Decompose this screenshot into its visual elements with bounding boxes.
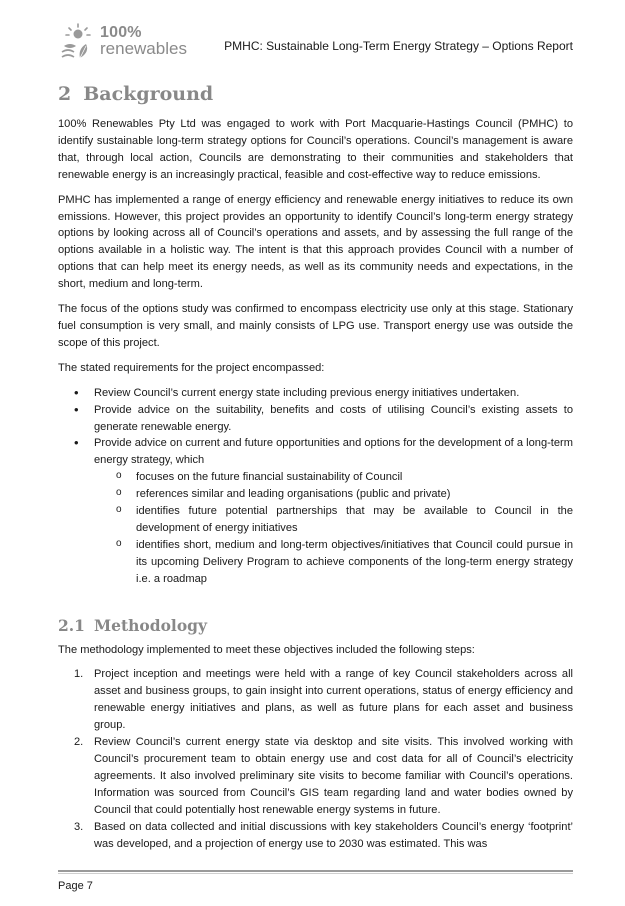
section-number: 2 [58, 83, 72, 105]
paragraph: 100% Renewables Pty Ltd was engaged to work with Port Macquarie-Hastings Council (PMHC) to identify sustainable long-term strategy options for Council’s operations. Council’s management is aware that, through local action, Councils are demonstrating to their communities and stakeholders that renewable energy is an increasingly practical, feasible and cost-effective way to reduce emissions. [58, 118, 573, 181]
step-item [74, 734, 573, 819]
step-text: Based on data collected and initial discussions with key stakeholders Council’s energy ‘footprint’ was developed, and a projection of energy use to 2030 was estimated. This was [94, 820, 573, 850]
list-item: • Provide advice on the suitability, benefits and costs of utilising Council’s existing assets to generate renewable energy. [94, 402, 573, 436]
subsection-heading [58, 616, 573, 636]
step-item [74, 666, 573, 734]
logo-percent-text: 100% [100, 24, 142, 41]
step-number: 3. [74, 820, 84, 833]
section-heading [58, 82, 573, 106]
logo-word-text: renewables [100, 39, 187, 58]
list-item [94, 435, 573, 587]
step-item [74, 819, 573, 853]
page-number: Page 7 [58, 880, 93, 892]
footer-divider [58, 870, 573, 872]
sun-leaf-icon [58, 22, 98, 62]
sub-list [94, 469, 573, 587]
sub-list-item: o identifies short, medium and long-term objectives/initiatives that Council could pursue in its upcoming Delivery Program to achieve components of the long-term energy strategy i.e. a roadmap [136, 537, 573, 588]
list-item: • Review Council’s current energy state including previous energy initiatives undertaken. [94, 385, 573, 402]
page-content [58, 80, 573, 852]
requirements-list [58, 385, 573, 588]
list-item-text: Provide advice on current and future opportunities and options for the development of a long-term energy strategy, which [94, 437, 573, 467]
sub-list-item: o references similar and leading organisations (public and private) [136, 486, 573, 503]
paragraph: The methodology implemented to meet these objectives included the following steps: [58, 643, 475, 656]
methodology-steps [58, 666, 573, 852]
paragraph: PMHC has implemented a range of energy efficiency and renewable energy initiatives to reduce its own emissions. However, this project provides an opportunity to identify Council’s long-term energy strategy options by looking across all of Council’s operations and assets, and by assessing the full range of the options available in a holistic way. The intent is that this approach provides Council with a number of options that can help meet its energy needs, as well as its community needs and expectations, in the short, medium and long-term. [58, 193, 573, 291]
subsection-number: 2.1 [58, 615, 85, 635]
company-logo [58, 22, 218, 62]
step-number: 1. [74, 668, 84, 681]
paragraph: The stated requirements for the project encompassed: [58, 361, 325, 374]
page-header [58, 22, 573, 62]
step-text: Project inception and meetings were held with a range of key Council stakeholders across all asset and business groups, to gain insight into current operations, status of energy efficiency and renewable energy initiatives and plans, as well as future plans for each asset and business group. [94, 668, 573, 732]
sub-list-item: o focuses on the future financial sustainability of Council [136, 469, 573, 486]
step-text: Review Council’s current energy state via desktop and site visits. This involved working with Council’s procurement team to obtain energy use and cost data for all of Council’s electricity agreements. It also involved preliminary site visits to become familiar with Council’s operations. Information was sourced from Council’s GIS team regarding land and water bodies owned by Council that could potentially host renewable energy systems in future. [94, 736, 573, 816]
footer-divider-thin [58, 873, 573, 874]
paragraph: The focus of the options study was confirmed to encompass electricity use only at this stage. Stationary fuel consumption is very small, and mainly consists of LPG use. Transport energy use was outside the scope of this project. [58, 303, 573, 349]
step-number: 2. [74, 736, 84, 749]
section-title: Background [83, 83, 214, 105]
sub-list-item: o identifies future potential partnerships that may be available to Council in the development of energy initiatives [136, 503, 573, 537]
report-title: PMHC: Sustainable Long-Term Energy Strategy – Options Report [224, 39, 573, 53]
subsection-title: Methodology [93, 615, 208, 635]
